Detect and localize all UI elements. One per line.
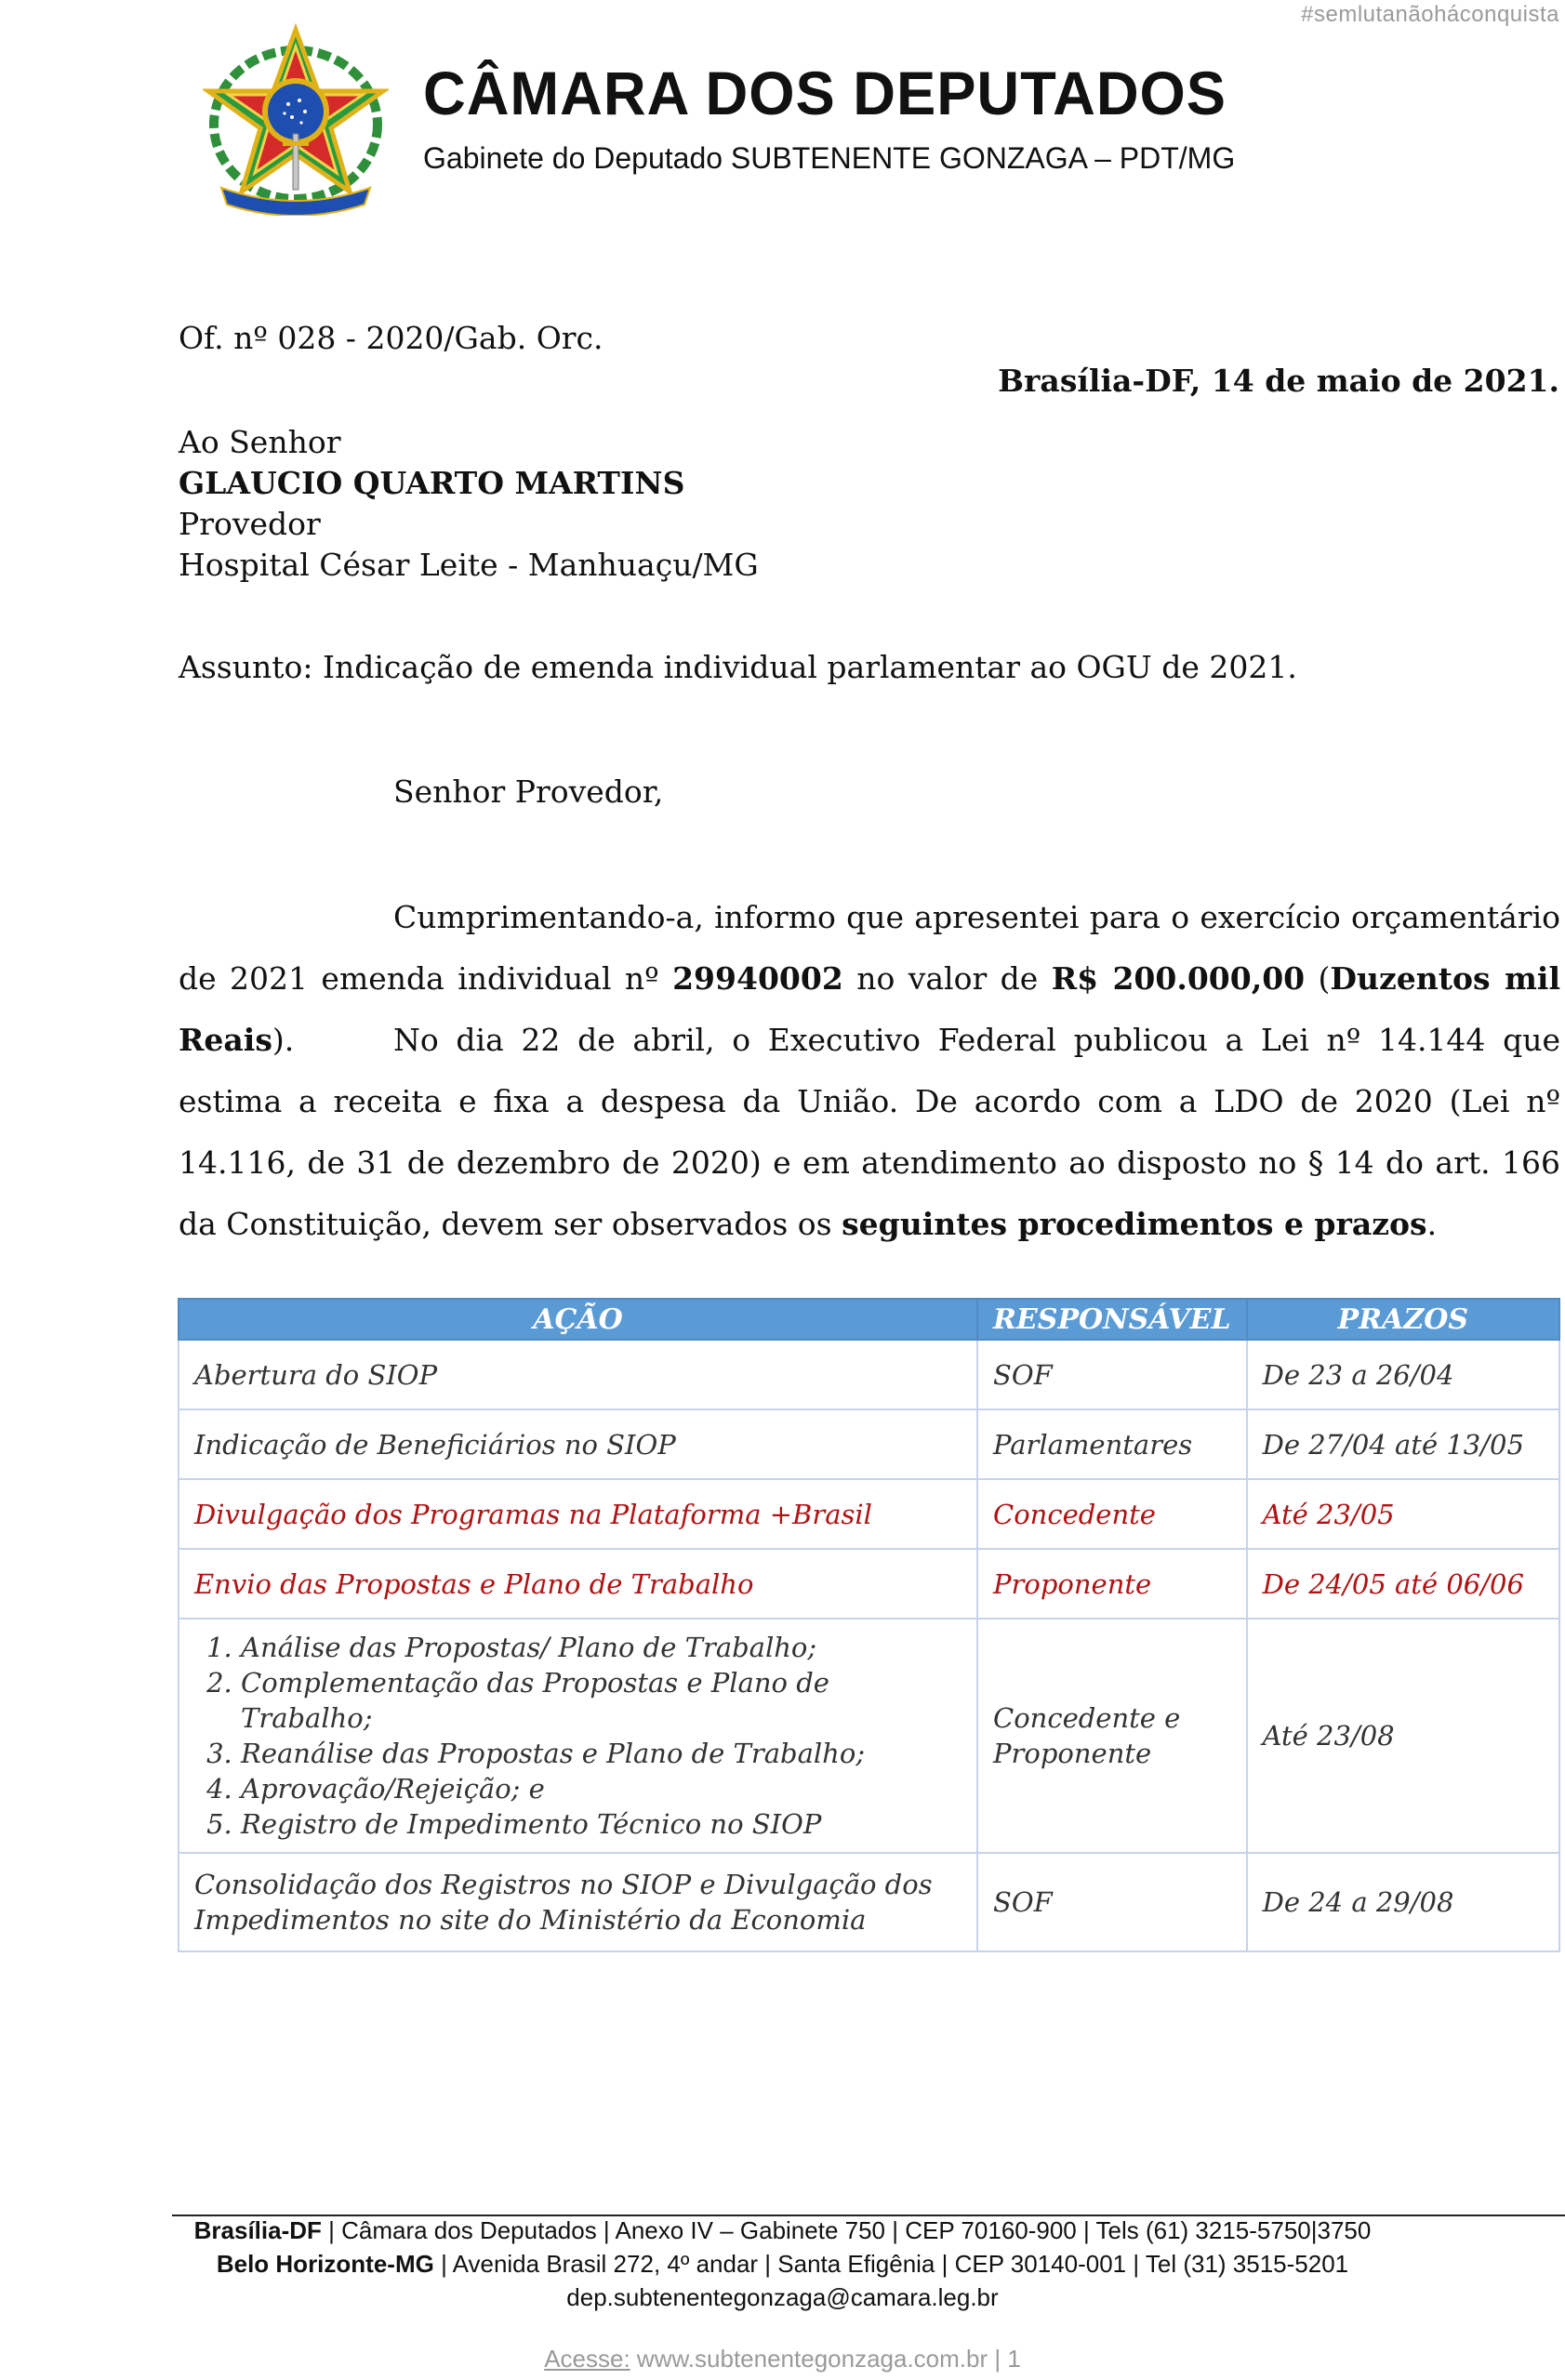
cell-responsavel: Proponente [977, 1549, 1247, 1619]
p1-text-d: ). [272, 1022, 295, 1058]
cell-acao [179, 1853, 977, 1951]
cell-responsavel [977, 1619, 1247, 1853]
footer-website[interactable] [0, 2345, 1565, 2373]
table-row [179, 1409, 1559, 1479]
cell-prazo: De 23 a 26/04 [1247, 1340, 1559, 1409]
steps-list [194, 1630, 962, 1842]
p1-text-a: Cumprimentando-a, informo que apresentei para o exercício orçamentário de 2021 emenda individual nº [179, 899, 1560, 997]
table-row [179, 1853, 1559, 1951]
acao-line: Consolidação dos Registros no SIOP e Divulgação dos [194, 1869, 933, 1900]
amendment-amount: R$ 200.000,00 [1051, 960, 1306, 997]
cell-responsavel: Parlamentares [977, 1409, 1247, 1479]
p1-text-c: ( [1305, 960, 1331, 997]
p2-text-b: . [1426, 1206, 1438, 1242]
footer-city-brasilia: Brasília-DF [193, 2216, 322, 2244]
footer-site-label: Acesse: [544, 2345, 630, 2373]
amendment-number: 29940002 [672, 960, 843, 997]
responsavel-line: Proponente [993, 1738, 1152, 1769]
footer-line-bh [0, 2250, 1565, 2279]
acao-line: Impedimentos no site do Ministério da Economia [194, 1904, 867, 1936]
letter-place-date: Brasília-DF, 14 de maio de 2021. [998, 363, 1559, 399]
letter-reference: Of. nº 028 - 2020/Gab. Orc. [179, 320, 603, 356]
cell-acao: Indicação de Beneficiários no SIOP [179, 1409, 977, 1479]
header-subtitle: Gabinete do Deputado SUBTENENTE GONZAGA – PDT/MG [423, 141, 1236, 175]
header-acao: AÇÃO [179, 1299, 977, 1340]
header-responsavel: RESPONSÁVEL [977, 1299, 1247, 1340]
cell-prazo: Até 23/05 [1247, 1479, 1559, 1549]
cell-prazo: Até 23/08 [1247, 1619, 1559, 1853]
cell-prazo: De 24 a 29/08 [1247, 1853, 1559, 1951]
header-title: CÂMARA DOS DEPUTADOS [423, 59, 1227, 127]
p2-emphasis: seguintes procedimentos e prazos [842, 1206, 1427, 1242]
footer-site-url[interactable]: www.subtenentegonzaga.com.br | 1 [630, 2345, 1021, 2373]
hashtag: #semlutanãoháconquista [1301, 2, 1559, 27]
cell-acao: Envio das Propostas e Plano de Trabalho [179, 1549, 977, 1619]
cell-acao: Abertura do SIOP [179, 1340, 977, 1409]
letter-subject: Assunto: Indicação de emenda individual parlamentar ao OGU de 2021. [179, 649, 1297, 685]
cell-prazo: De 27/04 até 13/05 [1247, 1409, 1559, 1479]
amendment-amount-words: Duzentos mil Reais [179, 960, 1560, 1058]
procedures-table [178, 1298, 1560, 1952]
header-prazos: PRAZOS [1247, 1299, 1559, 1340]
table-row [179, 1340, 1559, 1409]
recipient-title: Provedor [179, 506, 321, 542]
list-item: 4. Aprovação/Rejeição; e [241, 1771, 962, 1806]
table-row [179, 1479, 1559, 1549]
cell-acao: Divulgação dos Programas na Plataforma +Brasil [179, 1479, 977, 1549]
list-item: 1. Análise das Propostas/ Plano de Trabalho; [241, 1630, 962, 1665]
recipient-name: GLAUCIO QUARTO MARTINS [179, 465, 685, 501]
p1-text-b: no valor de [842, 960, 1052, 997]
footer-address-brasilia: | Câmara dos Deputados | Anexo IV – Gabinete 750 | CEP 70160-900 | Tels (61) 3215-5750|3750 [321, 2216, 1372, 2244]
cell-responsavel: SOF [977, 1853, 1247, 1951]
p2-text-a: No dia 22 de abril, o Executivo Federal publicou a Lei nº 14.144 que estima a receita e fixa a despesa da União. De acordo com a LDO de 2020 (Lei nº 14.116, de 31 de dezembro de 2020) e em atendimento ao disposto no § 14 do art. 166 da Constituição, devem ser observados os [179, 1022, 1560, 1242]
responsavel-line: Concedente e [993, 1702, 1181, 1734]
cell-acao-steps [179, 1619, 977, 1853]
table-row [179, 1549, 1559, 1619]
cell-prazo: De 24/05 até 06/06 [1247, 1549, 1559, 1619]
footer-email[interactable]: dep.subtenentegonzaga@camara.leg.br [566, 2283, 999, 2311]
recipient-organization: Hospital César Leite - Manhuaçu/MG [179, 547, 759, 583]
cell-responsavel: SOF [977, 1340, 1247, 1409]
list-item: 5. Registro de Impedimento Técnico no SIOP [241, 1806, 962, 1842]
list-item: 3. Reanálise das Propostas e Plano de Trabalho; [241, 1736, 962, 1771]
paragraph-procedures [179, 1010, 1560, 1255]
footer-line-brasilia [0, 2216, 1565, 2245]
footer-address-bh: | Avenida Brasil 272, 4º andar | Santa Efigênia | CEP 30140-001 | Tel (31) 3515-5201 [433, 2250, 1349, 2278]
recipient-salutation: Ao Senhor [179, 424, 341, 460]
table-row [179, 1619, 1559, 1853]
footer-city-bh: Belo Horizonte-MG [216, 2250, 434, 2278]
letter-greeting: Senhor Provedor, [393, 774, 664, 810]
list-item: 2. Complementação das Propostas e Plano de Trabalho; [241, 1665, 962, 1736]
cell-responsavel: Concedente [977, 1479, 1247, 1549]
table-header-row [179, 1299, 1559, 1340]
brazil-coat-of-arms-seal [203, 22, 389, 216]
